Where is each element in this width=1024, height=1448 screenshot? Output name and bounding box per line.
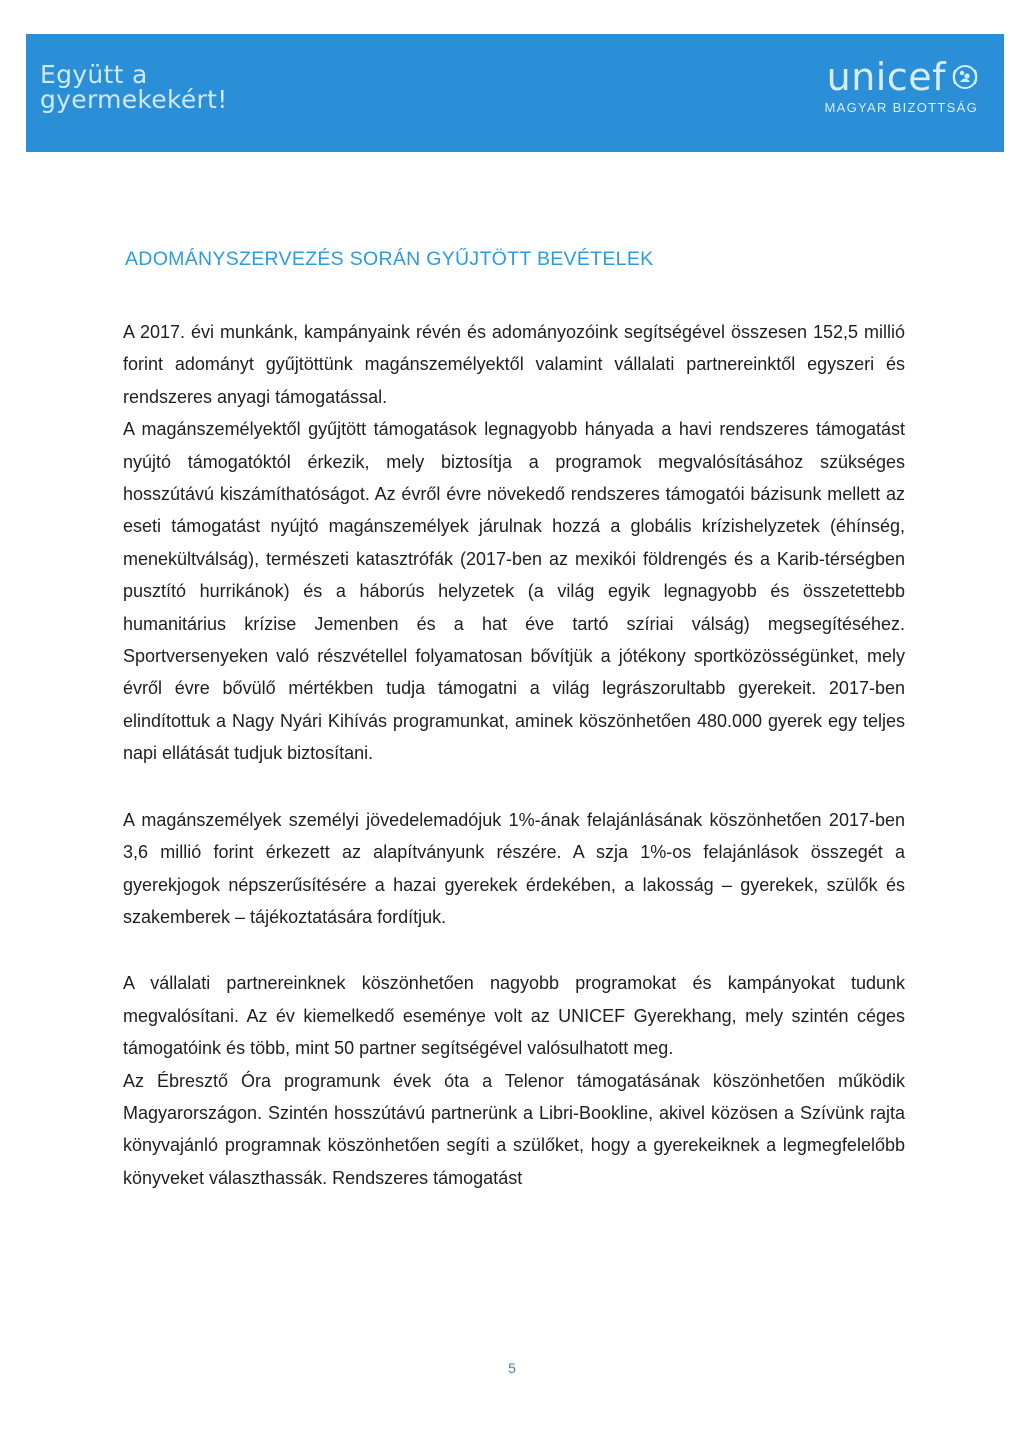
tagline-line-2: gyermekekért! xyxy=(40,85,228,114)
logo-subtitle: MAGYAR BIZOTTSÁG xyxy=(824,100,978,115)
paragraph-3: A magánszemélyek személyi jövedelemadójuk 1%-ának felajánlásának köszönhetően 2017-ben 3,6 millió forint érkezett az alapítványunk részére. A szja 1%-os felajánlások összegét a gyerekjogok népszerűsítésére a hazai gyerekek érdekében, a lakosság – gyerekek, szülők és szakemberek – tájékoztatására fordítjuk. xyxy=(123,809,905,927)
logo-text: unicef xyxy=(826,55,946,99)
section-title: ADOMÁNYSZERVEZÉS SORÁN GYŰJTÖTT BEVÉTELEK xyxy=(125,248,654,270)
paragraph-5: Az Ébresztő Óra programunk évek óta a Telenor támogatásának köszönhetően működik Magyarországon. Szintén hosszútávú partnerünk a Libri-Bookline, akivel közösen a Szívünk rajta könyvajánló programnak köszönhetően segíti a szülőket, hogy a gyerekeiknek a legmegfelelőbb könyveket választhassák. Rendszeres támogatást xyxy=(123,1070,905,1188)
paragraph-4: A vállalati partnereinknek köszönhetően nagyobb programokat és kampányokat tudunk megvalósítani. Az év kiemelkedő eseménye volt az UNICEF Gyerekhang, mely szintén céges támogatóink és több, mint 50 partner segítségével valósulhatott meg. xyxy=(123,973,905,1059)
unicef-logo xyxy=(824,55,980,115)
page-number: 5 xyxy=(508,1360,516,1376)
paragraph-1: A 2017. évi munkánk, kampányaink révén és adományozóink segítségével összesen 152,5 millió forint adományt gyűjtöttünk magánszemélyektől valamint vállalati partnereinktől egyszeri és rendszeres anyagi támogatással. xyxy=(123,322,905,407)
unicef-emblem-icon xyxy=(950,62,980,92)
header-tagline xyxy=(40,62,228,112)
tagline-line-1: Együtt a xyxy=(40,60,148,89)
paragraph-2: A magánszemélyektől gyűjtött támogatások legnagyobb hányada a havi rendszeres támogatást nyújtó támogatóktól érkezik, mely biztosítja a programok megvalósításához szükséges hosszútávú kiszámíthatóságot. Az évről évre növekedő rendszeres támogatói bázisunk mellett az eseti támogatást nyújtó magánszemélyek járulnak hozzá a globális krízishelyzetek (éhínség, menekültválság), természeti katasztrófák (2017-ben az mexikói földrengés és a Karib-térségben pusztító hurrikánok) és a háborús helyzetek (a világ egyik legnagyobb és összetettebb humanitárius krízise Jemenben és a hat éve tartó szíriai válság) megsegítéséhez. Sportversenyeken való részvétellel folyamatosan bővítjük a jótékony sportközösségünket, mely évről évre bővülő mértékben tudja támogatni a világ legrászorultabb gyerekeit. 2017-ben elindítottuk a Nagy Nyári Kihívás programunkat, aminek köszönhetően 480.000 gyerek egy teljes napi ellátását tudjuk biztosítani. xyxy=(123,419,905,764)
body-text xyxy=(123,316,905,1194)
logo-wordmark xyxy=(826,55,980,99)
